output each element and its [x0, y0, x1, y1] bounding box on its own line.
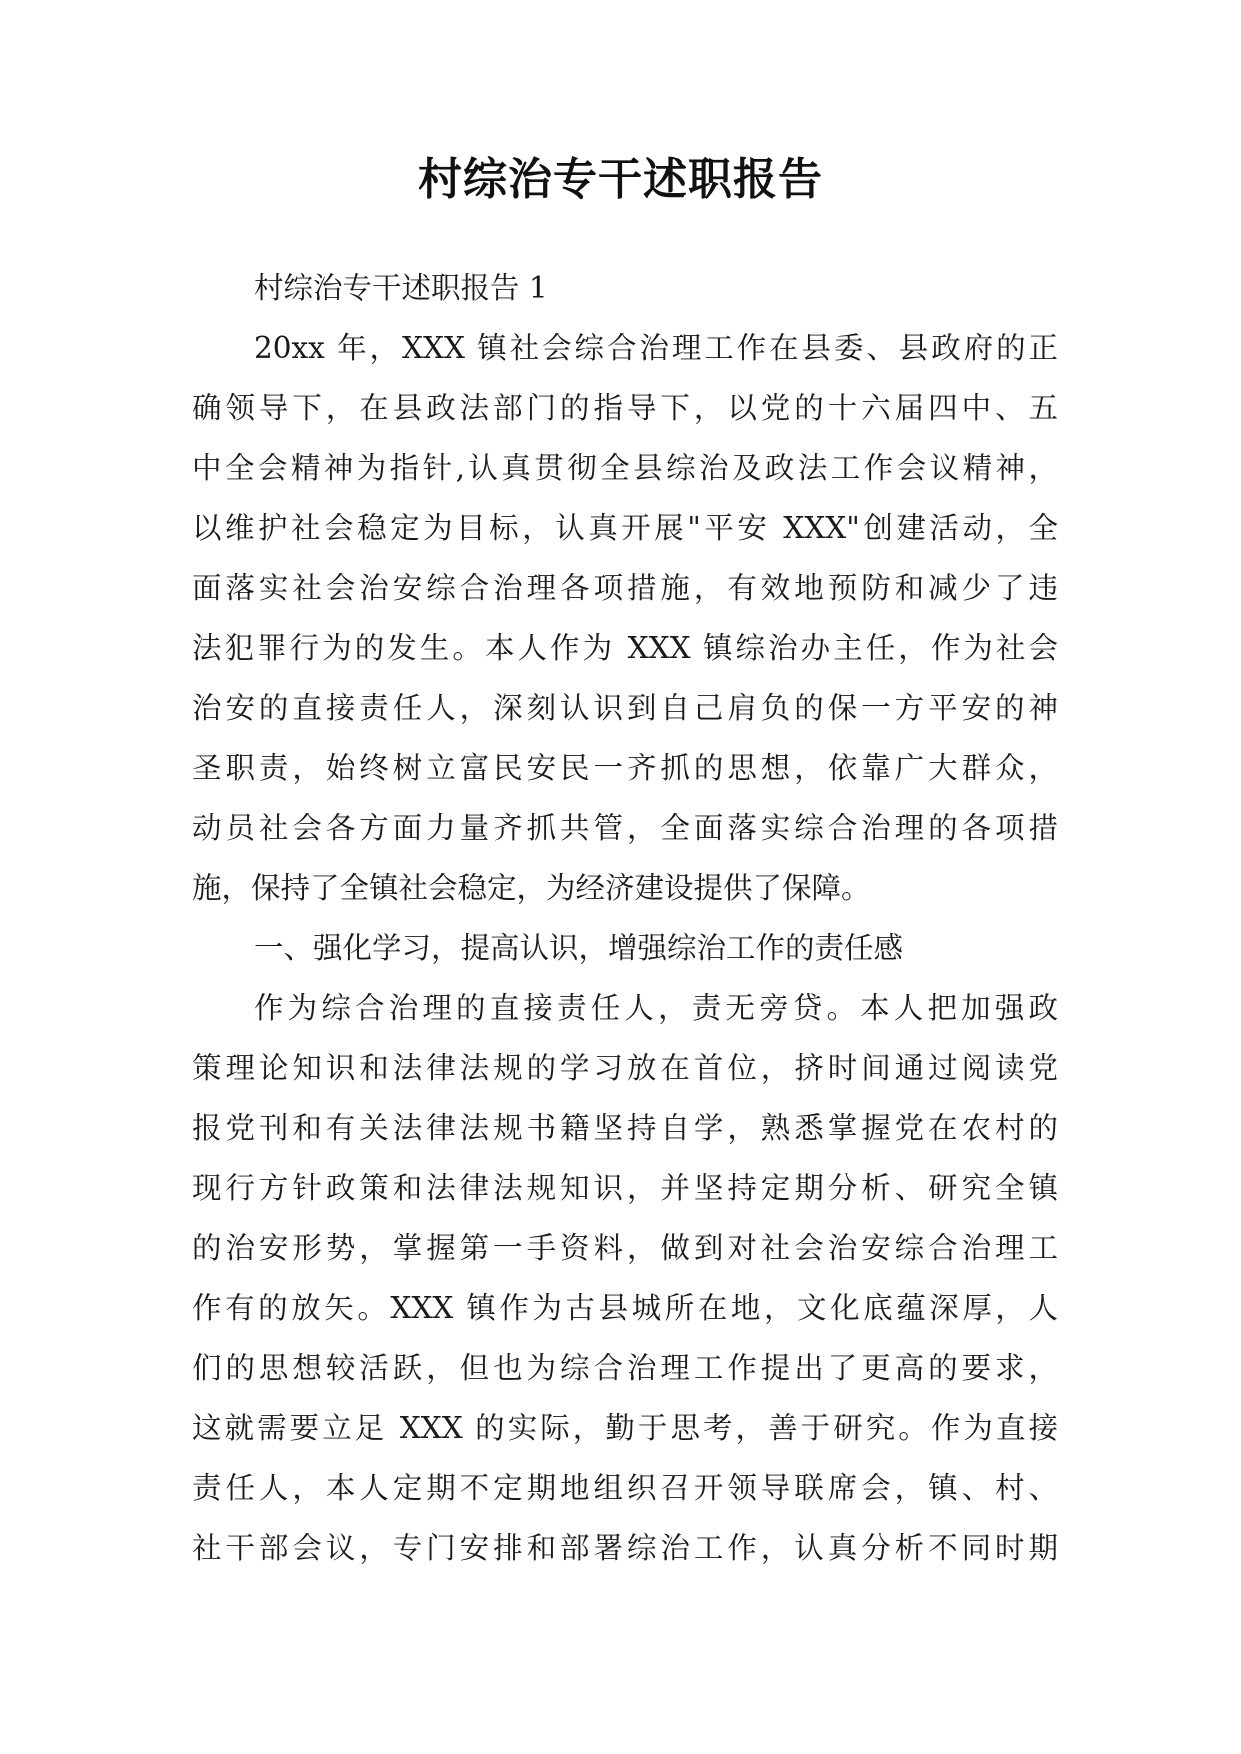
- paragraph-line: 以维护社会稳定为目标，认真开展"平安 XXX"创建活动，全: [192, 511, 1058, 545]
- paragraph-line: 施，保持了全镇社会稳定，为经济建设提供了保障。: [192, 871, 871, 905]
- paragraph-line: 的治安形势，掌握第一手资料，做到对社会治安综合治理工: [192, 1231, 1058, 1265]
- paragraph-line: 们的思想较活跃，但也为综合治理工作提出了更高的要求，: [192, 1351, 1058, 1385]
- section-heading: 一、强化学习，提高认识，增强综治工作的责任感: [254, 931, 904, 965]
- paragraph-line: 策理论知识和法律法规的学习放在首位，挤时间通过阅读党: [192, 1051, 1058, 1085]
- paragraph-line: 法犯罪行为的发生。本人作为 XXX 镇综治办主任，作为社会: [192, 631, 1058, 665]
- paragraph-line: 报党刊和有关法律法规书籍坚持自学，熟悉掌握党在农村的: [192, 1111, 1058, 1145]
- paragraph-line: 确领导下，在县政法部门的指导下，以党的十六届四中、五: [192, 391, 1058, 425]
- paragraph-line: 治安的直接责任人，深刻认识到自己肩负的保一方平安的神: [192, 691, 1058, 725]
- paragraph-line: 作为综合治理的直接责任人，责无旁贷。本人把加强政: [254, 991, 1058, 1025]
- paragraph-line: 面落实社会治安综合治理各项措施，有效地预防和减少了违: [192, 571, 1058, 605]
- paragraph-line: 作有的放矢。XXX 镇作为古县城所在地，文化底蕴深厚，人: [192, 1291, 1058, 1325]
- document-body: [192, 258, 1058, 1578]
- paragraph-line: 20xx 年，XXX 镇社会综合治理工作在县委、县政府的正: [254, 331, 1058, 365]
- paragraph-line: 社干部会议，专门安排和部署综治工作，认真分析不同时期: [192, 1531, 1058, 1565]
- paragraph-line: 责任人，本人定期不定期地组织召开领导联席会，镇、村、: [192, 1471, 1058, 1505]
- paragraph-line: 这就需要立足 XXX 的实际，勤于思考，善于研究。作为直接: [192, 1411, 1058, 1445]
- section-heading: 村综治专干述职报告 1: [254, 271, 548, 305]
- paragraph-line: 圣职责，始终树立富民安民一齐抓的思想，依靠广大群众，: [192, 751, 1058, 785]
- paragraph-line: 中全会精神为指针,认真贯彻全县综治及政法工作会议精神，: [192, 451, 1058, 485]
- paragraph-line: 现行方针政策和法律法规知识，并坚持定期分析、研究全镇: [192, 1171, 1058, 1205]
- paragraph-line: 动员社会各方面力量齐抓共管，全面落实综合治理的各项措: [192, 811, 1058, 845]
- document-title: 村综治专干述职报告: [418, 154, 823, 205]
